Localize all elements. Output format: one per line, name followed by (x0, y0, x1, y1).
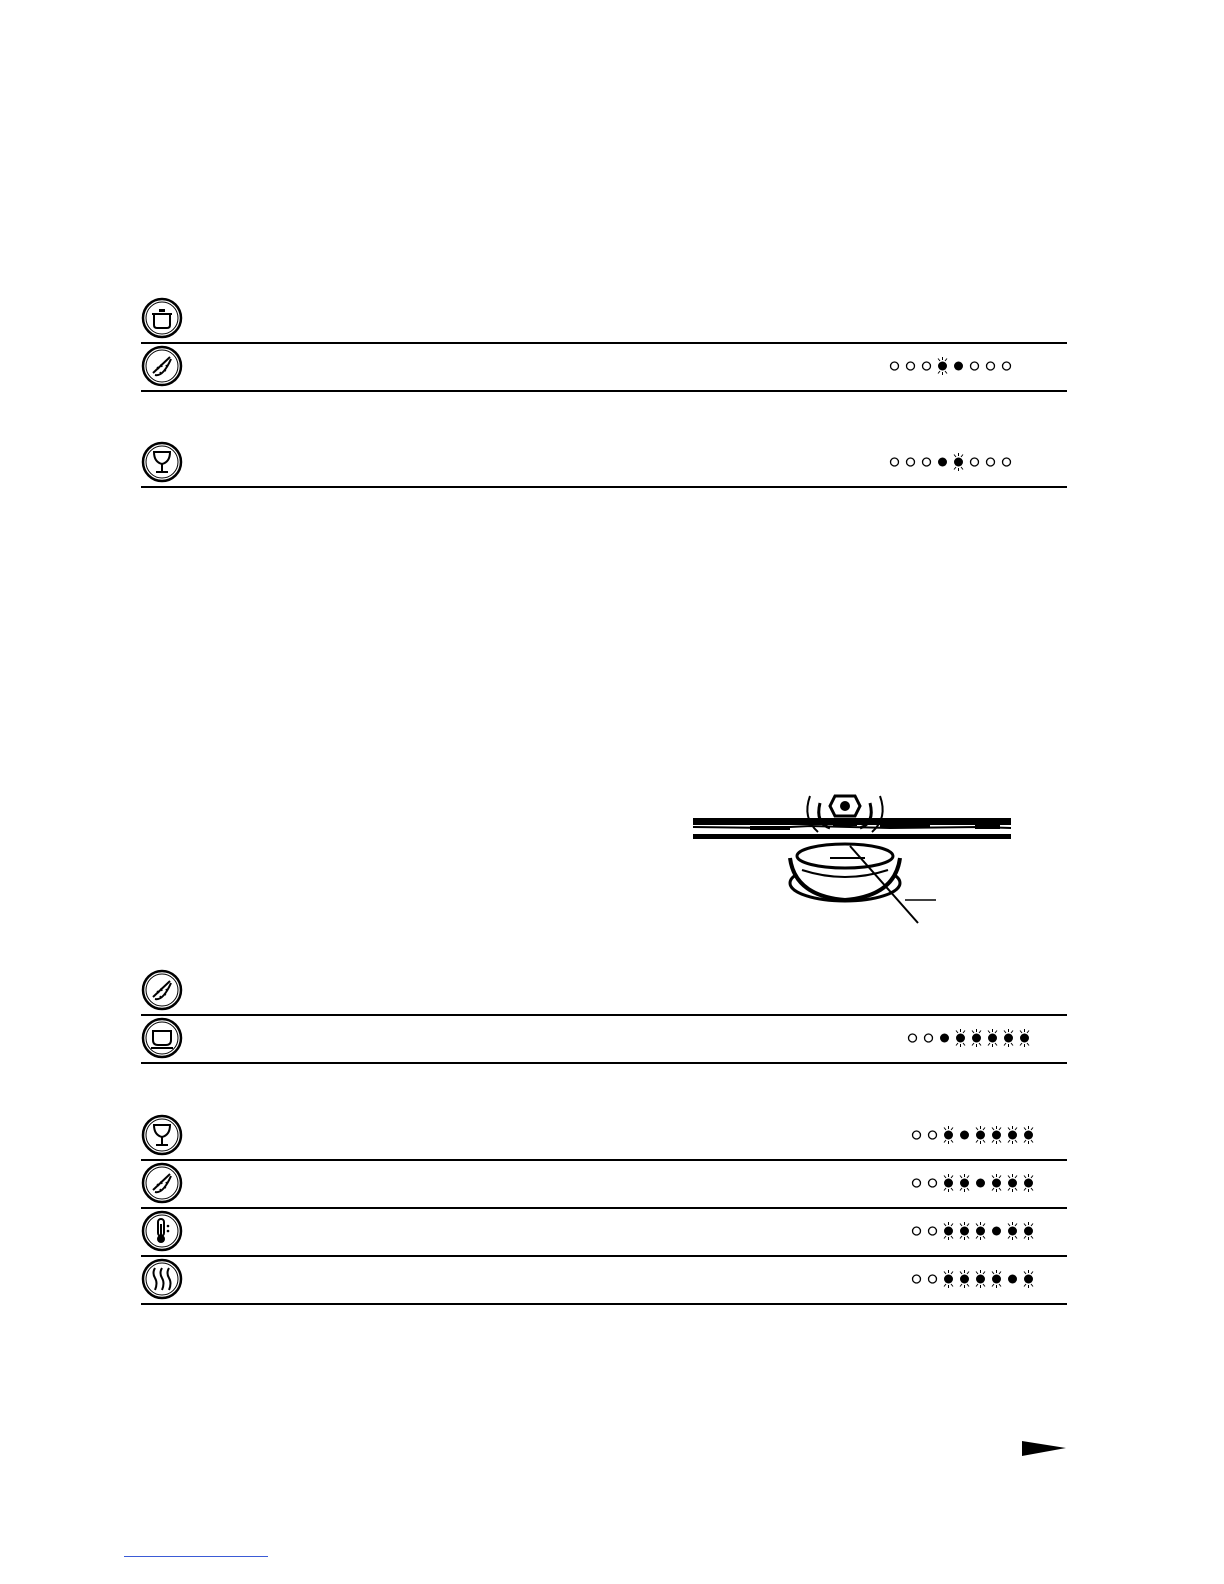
led-blink (974, 1125, 987, 1145)
led-blink (1022, 1221, 1035, 1241)
led-sequence (906, 1026, 1031, 1050)
indicator-row-thermometer (141, 1207, 1067, 1257)
led-blink (936, 356, 949, 376)
cup-icon (141, 1017, 183, 1059)
led-sequence (910, 1219, 1035, 1243)
pot-icon (141, 297, 183, 339)
led-blink (942, 1221, 955, 1241)
spray-icon (141, 345, 183, 387)
indicator-row-spray (141, 1159, 1067, 1209)
led-blink (1002, 1028, 1015, 1048)
led-off (1000, 356, 1013, 376)
led-blink (952, 452, 965, 472)
indicator-row-spray (141, 966, 1067, 1016)
footer-rule (124, 1556, 268, 1557)
led-sequence (888, 354, 1013, 378)
led-blink (958, 1173, 971, 1193)
indicator-row-cup (141, 1014, 1067, 1064)
spray-arm-illustration (690, 788, 1020, 928)
led-off (926, 1173, 939, 1193)
led-blink (974, 1269, 987, 1289)
led-off (968, 452, 981, 472)
led-off (888, 356, 901, 376)
next-page-arrow-icon[interactable] (1020, 1437, 1068, 1459)
led-sequence (910, 1123, 1035, 1147)
indicator-row-glass (141, 438, 1067, 488)
led-off (904, 356, 917, 376)
led-off (910, 1221, 923, 1241)
steam-icon (141, 1258, 183, 1300)
led-blink (990, 1125, 1003, 1145)
led-blink (958, 1269, 971, 1289)
led-blink (942, 1173, 955, 1193)
led-sequence (910, 1267, 1035, 1291)
led-off (984, 452, 997, 472)
spray-icon (141, 1162, 183, 1204)
led-sequence (888, 450, 1013, 474)
led-blink (1006, 1173, 1019, 1193)
led-off (904, 452, 917, 472)
led-blink (954, 1028, 967, 1048)
indicator-row-steam (141, 1255, 1067, 1305)
led-sequence (910, 1171, 1035, 1195)
led-blink (970, 1028, 983, 1048)
led-off (888, 452, 901, 472)
led-blink (974, 1221, 987, 1241)
led-blink (1006, 1221, 1019, 1241)
led-off (984, 356, 997, 376)
led-off (1000, 452, 1013, 472)
indicator-row-pot (141, 294, 1067, 344)
led-off (910, 1125, 923, 1145)
led-off (926, 1221, 939, 1241)
led-on (974, 1173, 987, 1193)
led-blink (958, 1221, 971, 1241)
led-blink (990, 1269, 1003, 1289)
led-off (926, 1125, 939, 1145)
led-on (936, 452, 949, 472)
wine-glass-icon (141, 441, 183, 483)
led-on (990, 1221, 1003, 1241)
led-off (968, 356, 981, 376)
led-off (920, 452, 933, 472)
led-off (926, 1269, 939, 1289)
led-blink (1022, 1125, 1035, 1145)
led-off (906, 1028, 919, 1048)
led-off (910, 1269, 923, 1289)
led-blink (942, 1125, 955, 1145)
led-off (910, 1173, 923, 1193)
led-blink (942, 1269, 955, 1289)
led-blink (1006, 1125, 1019, 1145)
led-on (952, 356, 965, 376)
led-off (922, 1028, 935, 1048)
led-on (958, 1125, 971, 1145)
spray-icon (141, 969, 183, 1011)
led-blink (990, 1173, 1003, 1193)
led-blink (1022, 1269, 1035, 1289)
wine-glass-icon (141, 1114, 183, 1156)
led-on (938, 1028, 951, 1048)
indicator-row-glass (141, 1111, 1067, 1161)
led-on (1006, 1269, 1019, 1289)
led-off (920, 356, 933, 376)
led-blink (986, 1028, 999, 1048)
led-blink (1022, 1173, 1035, 1193)
led-blink (1018, 1028, 1031, 1048)
thermometer-icon (141, 1210, 183, 1252)
indicator-row-spray (141, 342, 1067, 392)
